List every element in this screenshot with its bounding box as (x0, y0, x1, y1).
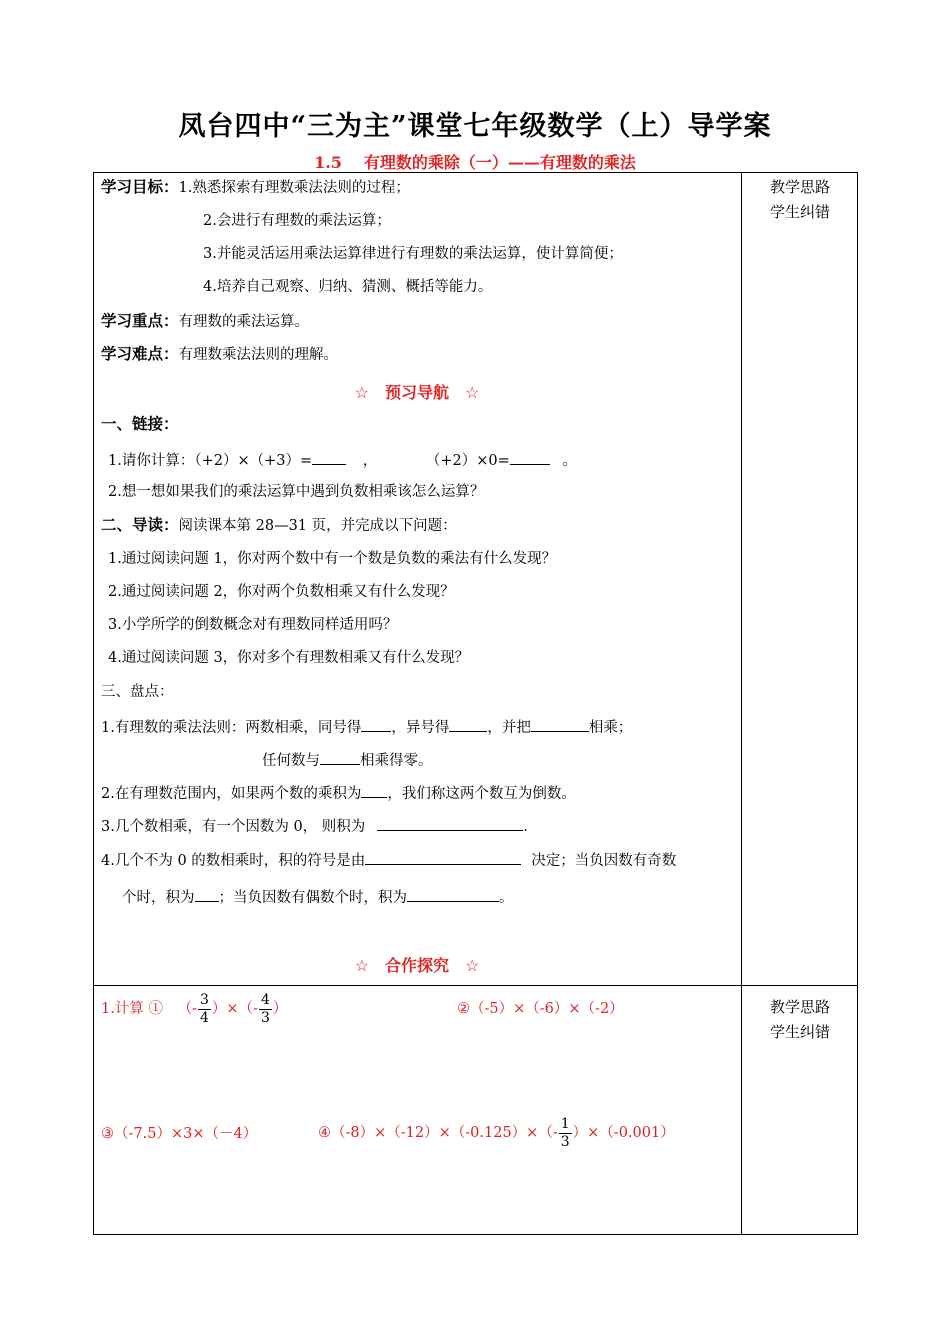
summary-text: 个时，积为 (122, 890, 195, 906)
link-question-1 (108, 449, 577, 471)
guide-question-3: 3.小学所学的倒数概念对有理数同样适用吗？ (108, 617, 398, 633)
guide-question-4: 4.通过阅读问题 3，你对多个有理数相乘又有什么发现？ (108, 650, 470, 666)
side-note-correction: 学生纠错 (769, 1023, 830, 1041)
lesson-number: 1.5 (314, 153, 342, 172)
key-point-label: 学习重点： (101, 311, 179, 330)
summary-text: 任何数与 (262, 753, 320, 769)
key-point-row (101, 311, 309, 332)
summary-item-1b (262, 749, 433, 771)
calc-text: ④（-8）×（-12）×（-0.125）×（- (318, 1125, 558, 1141)
difficulty-label: 学习难点： (101, 344, 179, 363)
calc-text: （- (177, 1001, 197, 1017)
goal-4: 4.培养自己观察、归纳、猜测、概括等能力。 (203, 279, 493, 295)
summary-text: ，我们称这两个数互为倒数。 (387, 786, 576, 802)
key-point-text: 有理数的乘法运算。 (178, 314, 310, 330)
explore-title: 合作探究 (384, 956, 449, 975)
summary-text: 4.几个不为 0 的数相乘时，积的符号是由 (101, 853, 366, 869)
answer-blank[interactable] (510, 449, 550, 465)
answer-blank[interactable] (361, 782, 387, 798)
calc-text: ）×（-0.001） (572, 1125, 675, 1141)
link-label: 一、链接： (101, 414, 179, 433)
answer-blank[interactable] (361, 716, 391, 732)
answer-blank[interactable] (365, 849, 521, 865)
difficulty-text: 有理数乘法法则的理解。 (178, 347, 339, 363)
preview-heading (93, 380, 741, 403)
goals-row (101, 177, 410, 198)
link-q1-end: 。 (562, 453, 577, 469)
lesson-subtitle (0, 150, 950, 173)
lesson-title: 有理数的乘除（一）——有理数的乘法 (363, 153, 636, 172)
summary-text: ；当负因数有偶数个时，积为 (218, 890, 407, 906)
guide-row (101, 515, 457, 536)
summary-text: . (523, 819, 528, 835)
side-note-correction: 学生纠错 (769, 203, 830, 221)
guide-question-2: 2.通过阅读问题 2，你对两个负数相乘又有什么发现？ (108, 584, 455, 600)
star-icon: ☆ (354, 956, 369, 975)
summary-text: 相乘； (588, 720, 633, 736)
summary-item-3 (101, 815, 528, 837)
summary-text: 。 (499, 890, 514, 906)
star-icon: ☆ (354, 383, 369, 402)
guide-question-1: 1.通过阅读问题 1，你对两个数中有一个数是负数的乘法有什么发现？ (108, 551, 557, 567)
summary-text: 决定；当负因数有奇数 (531, 853, 677, 869)
goals-label: 学习目标： (101, 177, 179, 196)
calc-text: ）×（- (211, 1001, 258, 1017)
summary-text: 3.几个数相乘，有一个因数为 0， 则积为 (101, 819, 366, 835)
summary-text: 2.在有理数范围内，如果两个数的乘积为 (101, 786, 362, 802)
summary-text: ，并把 (487, 720, 531, 736)
side-note-teaching: 教学思路 (769, 178, 830, 196)
summary-text: 1.有理数的乘法法则：两数相乘，同号得 (101, 720, 362, 736)
link-q1-text: 1.请你计算：（+2）×（+3）= (108, 453, 313, 469)
calc-problem-2: ②（-5）×（-6）×（-2） (457, 1001, 624, 1017)
summary-text: ，异号得 (391, 720, 450, 736)
link-question-2: 2.想一想如果我们的乘法运算中遇到负数相乘该怎么运算？ (108, 484, 485, 500)
link-q1-sep: ， (362, 453, 378, 469)
side-notes-top (742, 175, 858, 225)
side-notes-bottom (742, 995, 858, 1045)
answer-blank[interactable] (320, 749, 360, 765)
explore-heading (93, 953, 741, 976)
calc-text: ） (272, 1001, 288, 1017)
summary-item-2 (101, 782, 576, 804)
column-divider (741, 172, 742, 1235)
summary-text: 相乘得零。 (360, 753, 433, 769)
goal-3: 3.并能灵活运用乘法运算律进行有理数的乘法运算，使计算简便； (203, 246, 623, 262)
goal-2: 2.会进行有理数的乘法运算； (203, 213, 391, 229)
goal-1: 1.熟悉探索有理数乘法法则的过程； (178, 180, 410, 196)
fraction-1-3: $\frac{1}{3}$ (560, 1115, 570, 1150)
summary-heading: 三、盘点： (101, 684, 174, 700)
guide-intro: 阅读课本第 28—31 页，并完成以下问题： (178, 518, 457, 534)
star-icon: ☆ (465, 383, 480, 402)
answer-blank[interactable] (195, 886, 219, 902)
guide-label: 二、导读： (101, 515, 179, 534)
answer-blank[interactable] (449, 716, 487, 732)
link-q1-text-2: （+2）×0= (425, 453, 510, 469)
summary-item-1 (101, 716, 632, 738)
summary-item-4b (122, 886, 514, 908)
calc-label: 1.计算 ① (101, 1001, 163, 1017)
answer-blank[interactable] (407, 886, 499, 902)
link-heading (101, 414, 179, 435)
row-divider (93, 985, 858, 986)
difficulty-row (101, 344, 338, 365)
preview-title: 预习导航 (384, 383, 449, 402)
summary-item-4 (101, 849, 676, 871)
page-title: 凤台四中“三为主”课堂七年级数学（上）导学案 (178, 111, 772, 142)
answer-blank[interactable] (531, 716, 589, 732)
fraction-4-3: $\frac{4}{3}$ (260, 991, 270, 1026)
side-note-teaching: 教学思路 (769, 998, 830, 1016)
calc-problem-1 (101, 990, 287, 1028)
star-icon: ☆ (465, 956, 480, 975)
fraction-3-4: $\frac{3}{4}$ (199, 991, 209, 1026)
calc-problem-4 (318, 1114, 675, 1152)
calc-problem-3: ③（-7.5）×3×（－4） (101, 1126, 258, 1142)
answer-blank[interactable] (312, 449, 346, 465)
answer-blank[interactable] (377, 815, 523, 831)
